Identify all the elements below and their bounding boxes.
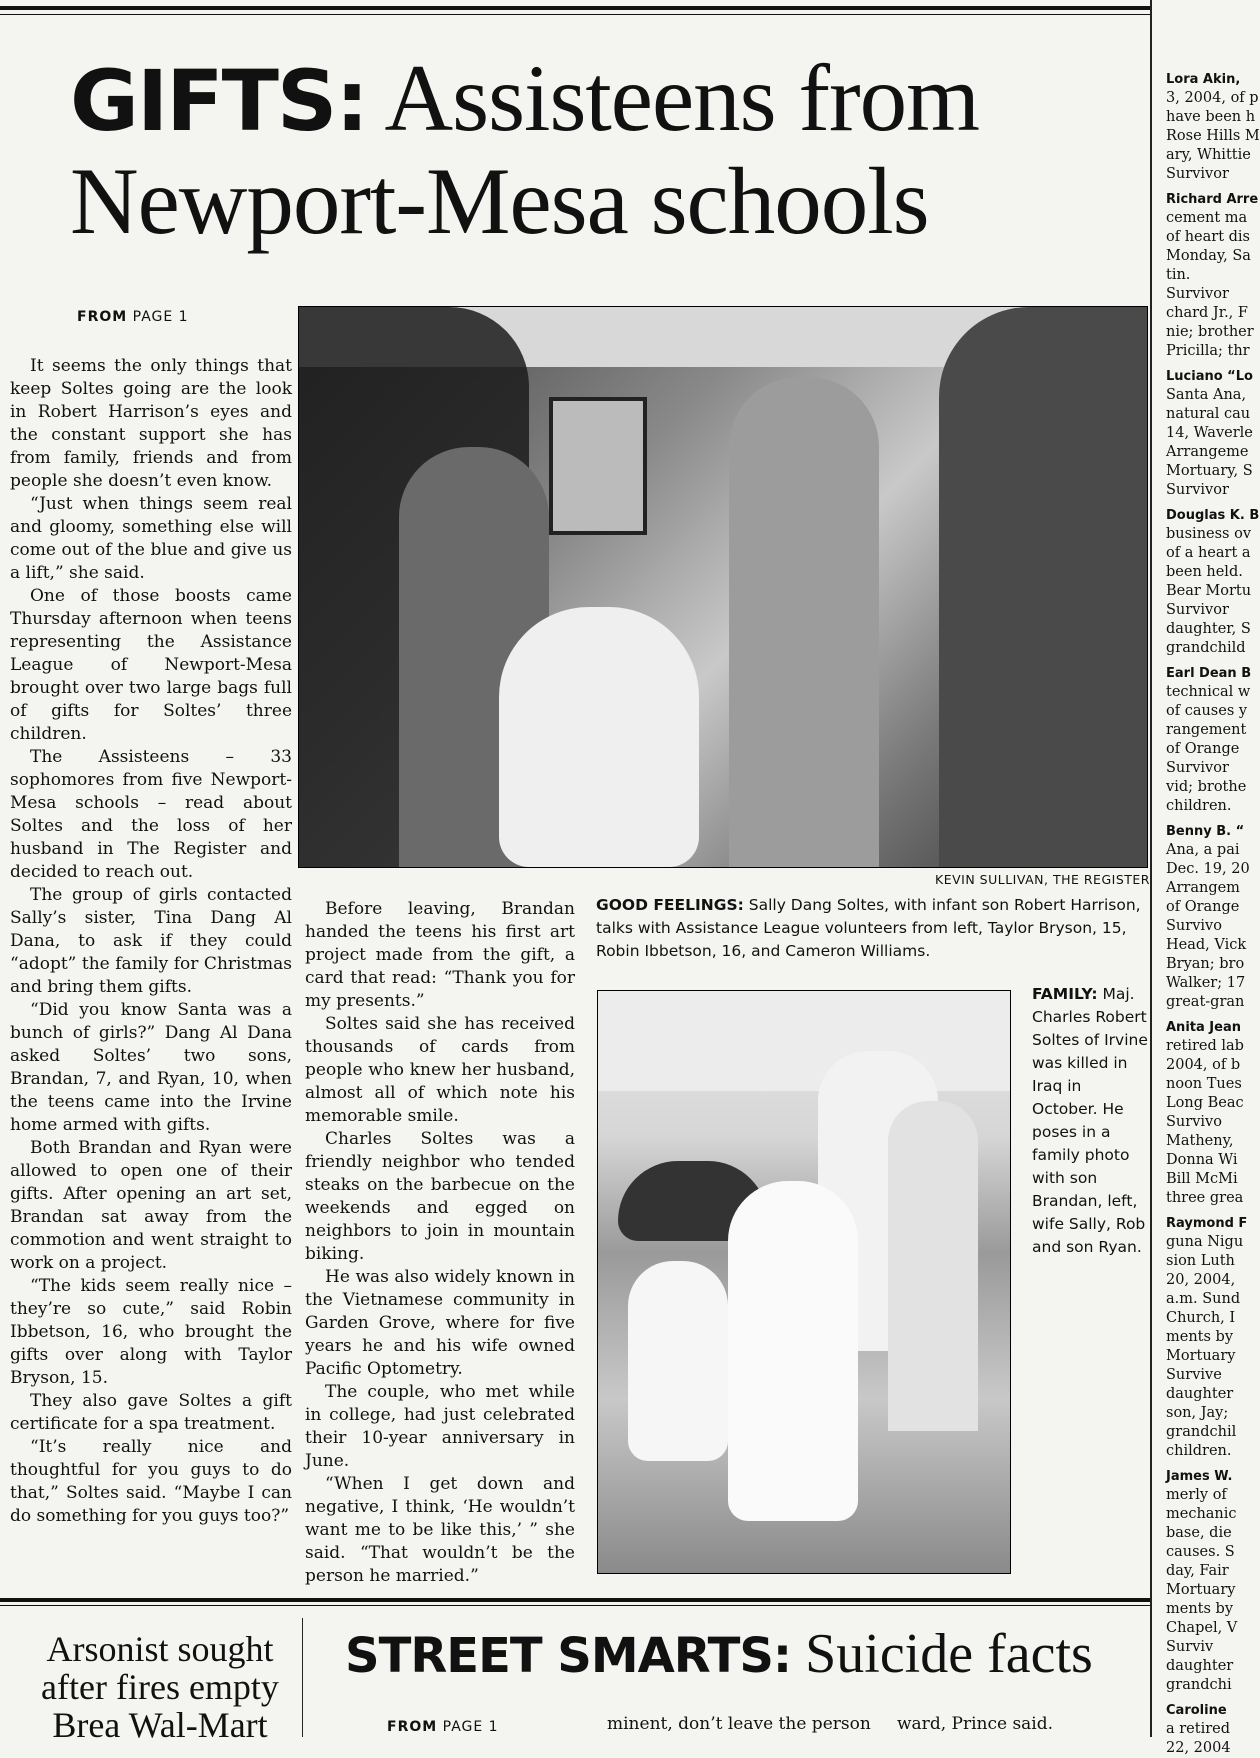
photo-mother [728,1181,858,1521]
obituary-line: Rose Hills M [1166,128,1260,144]
obituary-line: Ana, a pai [1166,842,1240,858]
obituary-name: Earl Dean B [1166,666,1252,681]
obituary-line: of Orange [1166,899,1240,915]
top-rule-thin [0,14,1150,15]
obituary-line: Survivo [1166,918,1222,934]
obituary-line: Survivor [1166,166,1229,182]
paragraph: He was also widely known in the Vietnamese community in Garden Grove, where for five years he and his wife owned Pacific Optometry. [305,1267,575,1379]
obituary-line: causes. S [1166,1544,1235,1560]
obituary-line: vid; brothe [1166,779,1247,795]
obituary-line: been held. [1166,564,1243,580]
obituary-line: ary, Whittie [1166,147,1251,163]
obituary-name: James W. [1166,1469,1233,1484]
paragraph: The Assisteens – 33 sophomores from five Newport-Mesa schools – read about Soltes and the loss of her husband in The Register and decided to reach out. [10,747,292,882]
street-smarts-text: Suicide facts [805,1623,1093,1685]
obituary-line: Survivor [1166,760,1229,776]
obituary-line: 14, Waverle [1166,425,1253,441]
obituary-line: Survivor [1166,286,1229,302]
headline-text: Assisteens from Newport-Mesa schools [70,45,980,254]
article-column-2 [305,898,575,1588]
obituary-line: three grea [1166,1190,1244,1206]
paragraph: They also gave Soltes a gift certificate for a spa treatment. [10,1391,292,1434]
jump-from: FROM [77,309,128,325]
photo-family [597,990,1011,1574]
paragraph: “The kids seem really nice – they’re so cute,” said Robin Ibbetson, 16, who brought the gifts over along with Taylor Bryson, 15. [10,1276,292,1388]
obituary-line: daughter [1166,1386,1234,1402]
paragraph: Both Brandan and Ryan were allowed to open one of their gifts. After opening an art set, Brandan sat away from the commotion and went straight to work on a project. [10,1138,292,1273]
paragraph: One of those boosts came Thursday afternoon when teens representing the Assistance League of Newport-Mesa brought over two large bags full of gifts for Soltes’ three children. [10,586,292,744]
obituary-line: ments by [1166,1329,1234,1345]
paragraph: Soltes said she has received thousands of cards from people who knew her husband, almost all of which note his memorable smile. [305,1014,575,1126]
photo-son-ryan [888,1101,978,1431]
obituary-line: Arrangeme [1166,444,1249,460]
obituary-line: day, Fair [1166,1563,1229,1579]
obituary-line: nie; brother [1166,324,1254,340]
obituary-line: sion Luth [1166,1253,1235,1269]
photo-wall-frame [549,397,647,535]
photo-caption-family [1032,983,1150,1259]
obituary-line: Walker; 17 [1166,975,1246,991]
obituary-line: Mortuary [1166,1582,1236,1598]
obituary-line: of causes y [1166,703,1248,719]
paragraph: The couple, who met while in college, had just celebrated their 10-year anniversary in June. [305,1382,575,1471]
obituary-line: noon Tues [1166,1076,1242,1092]
photo-volunteers [298,306,1148,868]
obituary-line: Survivo [1166,1114,1222,1130]
obituary-line: chard Jr., F [1166,305,1248,321]
bottom-rule-thin [0,1605,1150,1606]
photo-teen-2 [729,377,879,867]
obituary-name: Richard Arre [1166,192,1259,207]
obituary-line: merly of [1166,1487,1227,1503]
obituary-line: Head, Vick [1166,937,1247,953]
obituary-line: 3, 2004, of p [1166,90,1259,106]
paragraph: “Did you know Santa was a bunch of girls?” Dang Al Dana asked Soltes’ two sons, Brandan, 7, and Ryan, 10, when the teens came into the Irvine home armed with gifts. [10,1000,292,1135]
obituary-line: base, die [1166,1525,1232,1541]
obituary-line: Mortuary [1166,1348,1236,1364]
obituaries-column [1166,70,1260,1758]
caption-kicker-good-feelings: GOOD FEELINGS: [596,896,744,914]
obituary-line: cement ma [1166,210,1248,226]
obituary-line: children. [1166,798,1232,814]
obituary-line: ments by [1166,1601,1234,1617]
top-rule [0,6,1150,10]
jump-page: PAGE 1 [132,309,189,325]
obituary-line: son, Jay; [1166,1405,1229,1421]
obituary-line: Mortuary, S [1166,463,1253,479]
jump-line [77,309,189,325]
obituary-line: Surviv [1166,1639,1214,1655]
bottom-jump-from: FROM [387,1719,438,1735]
obituary-line: daughter, S [1166,621,1251,637]
obituary-line: have been h [1166,109,1256,125]
bottom-rule [0,1598,1150,1602]
obituary-line: retired lab [1166,1038,1244,1054]
obituary-line: Dec. 19, 20 [1166,861,1250,877]
obituary-name: Raymond F [1166,1216,1248,1231]
photo-son-brandan [628,1261,728,1461]
street-smarts-headline [345,1622,1135,1688]
obituary-line: Pricilla; thr [1166,343,1250,359]
obituary-line: daughter [1166,1658,1234,1674]
photo-sky [598,991,1010,1091]
obituary-line: a.m. Sund [1166,1291,1241,1307]
obituary-name: Caroline [1166,1703,1227,1718]
obituary-line: Chapel, V [1166,1620,1238,1636]
caption-text-good-feelings: Sally Dang Soltes, with infant son Robert Harrison, talks with Assistance League volunteers from left, Taylor Bryson, 15, Robin Ibbetson, 16, and Cameron Williams. [596,896,1141,960]
photo-infant [499,607,699,867]
obituary-line: grandchild [1166,640,1246,656]
obituary-line: natural cau [1166,406,1251,422]
obituary-name: Benny B. “ [1166,824,1245,839]
obituary-line: of heart dis [1166,229,1250,245]
obituary-line: tin. [1166,267,1191,283]
obituary-line: Survive [1166,1367,1222,1383]
obituary-line: great-gran [1166,994,1245,1010]
brief-divider [302,1618,303,1737]
caption-kicker-family: FAMILY: [1032,985,1098,1003]
obituary-line: Survivor [1166,482,1229,498]
obituary-line: Church, I [1166,1310,1236,1326]
paragraph: The group of girls contacted Sally’s sister, Tina Dang Al Dana, to ask if they could “adopt” the family for Christmas and bring them gifts. [10,885,292,997]
column-divider [1150,0,1152,1737]
obituary-line: rangement [1166,722,1247,738]
brief-headline: Arsonist sought after fires empty Brea Wal-Mart [41,1629,279,1745]
obituary-line: mechanic [1166,1506,1237,1522]
bottom-jump-page: PAGE 1 [442,1719,499,1735]
obituary-line: business ov [1166,526,1252,542]
obituary-line: Long Beac [1166,1095,1244,1111]
obituary-line: 2004, of b [1166,1057,1241,1073]
paragraph: Before leaving, Brandan handed the teens his first art project made from the gift, a card that read: “Thank you for my presents.” [305,899,575,1011]
photo-credit: KEVIN SULLIVAN, THE REGISTER [935,872,1150,887]
obituary-line: Matheny, [1166,1133,1234,1149]
paragraph: “Just when things seem real and gloomy, something else will come out of the blue and give us a lift,” she said. [10,494,292,583]
obituary-line: Arrangem [1166,880,1240,896]
obituary-line: Bear Mortu [1166,583,1252,599]
obituary-line: technical w [1166,684,1251,700]
article-column-1 [10,355,292,1528]
obituary-line: Survivor [1166,602,1229,618]
obituary-name: Douglas K. B [1166,508,1260,523]
street-smarts-kicker: STREET SMARTS: [345,1628,792,1684]
obituary-line: of a heart a [1166,545,1251,561]
obituary-line: of Orange [1166,741,1240,757]
caption-text-family: Maj. Charles Robert Soltes of Irvine was killed in Iraq in October. He poses in a family photo with son Brandan, left, wife Sally, Rob and son Ryan. [1032,985,1148,1256]
obituary-line: 20, 2004, [1166,1272,1236,1288]
obituary-name: Anita Jean [1166,1020,1241,1035]
obituary-line: a retired [1166,1721,1231,1737]
obituary-line: 22, 2004 [1166,1740,1231,1756]
bottom-text-fragment-1: minent, don’t leave the person [607,1714,871,1734]
obituary-line: Donna Wi [1166,1152,1238,1168]
paragraph: “When I get down and negative, I think, ‘He wouldn’t want me to be like this,’ ” she said. “That wouldn’t be the person he married.” [305,1474,575,1586]
paragraph: “It’s really nice and thoughtful for you guys to do that,” Soltes said. “Maybe I can do something for you guys too?” [10,1437,292,1526]
obituary-line: Monday, Sa [1166,248,1251,264]
obituary-line: grandchil [1166,1424,1237,1440]
obituary-name: Lora Akin, [1166,72,1241,87]
paragraph: Charles Soltes was a friendly neighbor who tended steaks on the barbecue on the weekends and egged on neighbors to join in mountain biking. [305,1129,575,1264]
article-headline [70,45,1080,254]
obituary-line: Bryan; bro [1166,956,1245,972]
obituary-line: guna Nigu [1166,1234,1244,1250]
bottom-text-fragment-2: ward, Prince said. [897,1714,1054,1734]
obituary-line: grandchi [1166,1677,1232,1693]
photo-teen-3 [939,307,1147,867]
obituary-line: Santa Ana, [1166,387,1247,403]
bottom-jump-line [387,1719,499,1735]
obituary-name: Luciano “Lo [1166,369,1253,384]
obituary-line: Bill McMi [1166,1171,1238,1187]
obituary-line: children. [1166,1443,1232,1459]
headline-kicker: GIFTS: [70,52,367,150]
photo-caption-good-feelings [596,894,1151,963]
paragraph: It seems the only things that keep Soltes going are the look in Robert Harrison’s eyes and the constant support she has from family, friends and from people she doesn’t even know. [10,356,292,491]
